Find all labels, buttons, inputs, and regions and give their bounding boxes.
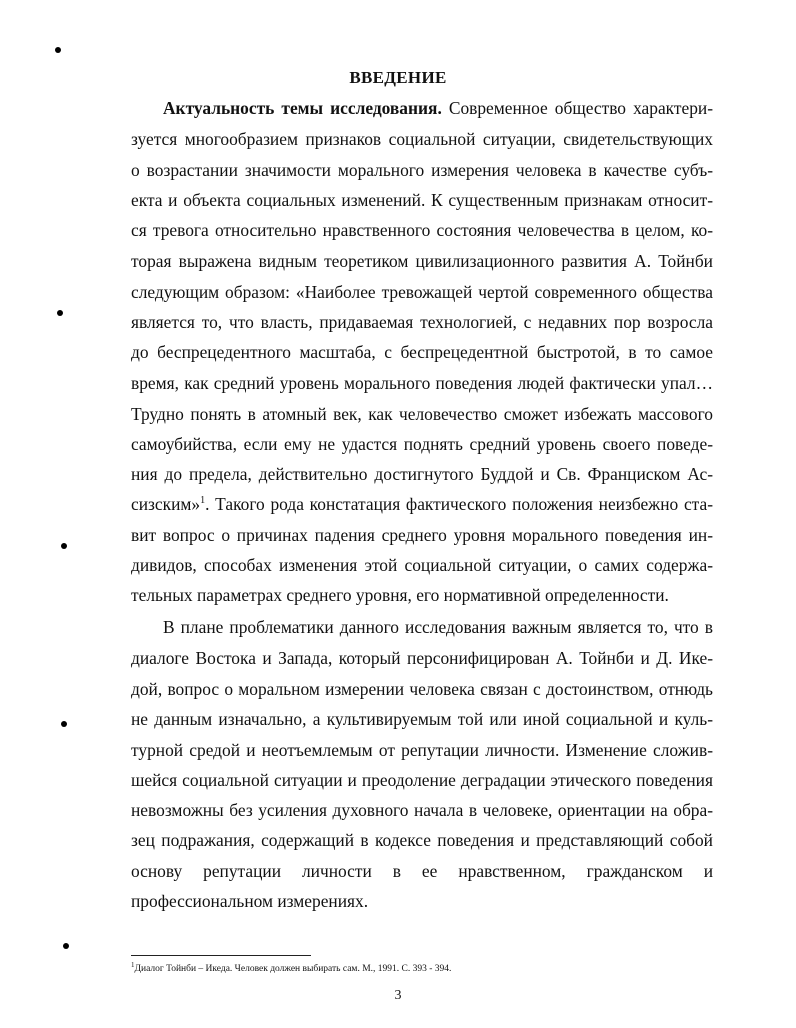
footnote-reference: 1 (200, 495, 206, 507)
text-line: Трудно понять в атомный век, как человечество сможет избежать массового (131, 404, 713, 424)
punch-hole-mark (63, 943, 69, 949)
paragraph-lead: Актуальность темы исследования. (163, 98, 442, 118)
text-line: основу репутации личности в ее нравственном, гражданском и (131, 861, 713, 881)
text-line: торая выражена видным теоретиком цивилизационного развития А. Тойнби (131, 251, 713, 271)
text-line: зуется многообразием признаков социальной ситуации, свидетельствующих (131, 129, 713, 149)
text-line: вит вопрос о причинах падения среднего уровня морального поведения ин- (131, 525, 713, 545)
text-line: является то, что власть, придаваемая технологией, с недавних пор возросла (131, 312, 713, 332)
text-line: ния до предела, действительно достигнутого Буддой и Св. Франциском Ас- (131, 464, 713, 484)
footnote-text: Диалог Тойнби – Икеда. Человек должен выбирать сам. М., 1991. С. 393 - 394. (134, 964, 452, 975)
punch-hole-mark (57, 310, 63, 316)
text-line: самоубийства, если ему не удастся поднять средний уровень своего поведе- (131, 434, 713, 454)
footnote-divider (131, 955, 311, 956)
text-line: не данным изначально, а культивируемым той или иной социальной и куль- (131, 709, 713, 729)
punch-hole-mark (61, 721, 67, 727)
text-line: следующим образом: «Наиболее тревожащей чертой современного общества (131, 282, 713, 302)
text-line: зец подражания, содержащий в кодексе поведения и представляющий собой (131, 830, 713, 850)
punch-hole-mark (55, 47, 61, 53)
text-line: дой, вопрос о моральном измерении человека связан с достоинством, отнюдь (131, 679, 713, 699)
text-line: время, как средний уровень морального поведения людей фактически упал… (131, 373, 713, 393)
footnote-number: 1 (131, 961, 135, 969)
text-line: В плане проблематики данного исследования важным является то, что в (163, 617, 713, 637)
text-line: дивидов, способах изменения этой социальной ситуации, о самих содержа- (131, 555, 713, 575)
text-line: сизским»$^1$. Такого рода констатация фактического положения неизбежно ста- (131, 494, 713, 514)
text-line: тельных параметрах среднего уровня, его нормативной определенности. (131, 585, 669, 605)
text-line: профессиональном измерениях. (131, 891, 369, 911)
text-line: шейся социальной ситуации и преодоление деградации этического поведения (131, 770, 713, 790)
punch-hole-mark (61, 543, 67, 549)
text-line: Актуальность темы исследования. Современное общество характери- (163, 98, 713, 118)
text-line: екта и объекта социальных изменений. К существенным признакам относит- (131, 190, 713, 210)
text-line: невозможны без усиления духовного начала в человеке, ориентации на обра- (131, 800, 713, 820)
text-line: диалоге Востока и Запада, который персонифицирован А. Тойнби и Д. Ике- (131, 648, 713, 668)
text-line: турной средой и неотъемлемым от репутации личности. Изменение сложив- (131, 740, 713, 760)
section-title: ВВЕДЕНИЕ (349, 68, 447, 87)
page-number: 3 (394, 988, 402, 1003)
text-line: до беспрецедентного масштаба, с беспрецедентной быстротой, в то самое (131, 342, 713, 362)
text-line: о возрастании значимости морального измерения человека в качестве субъ- (131, 160, 713, 180)
text-line: ся тревога относительно нравственного состояния человечества в целом, ко- (131, 220, 713, 240)
footnote (131, 961, 451, 974)
